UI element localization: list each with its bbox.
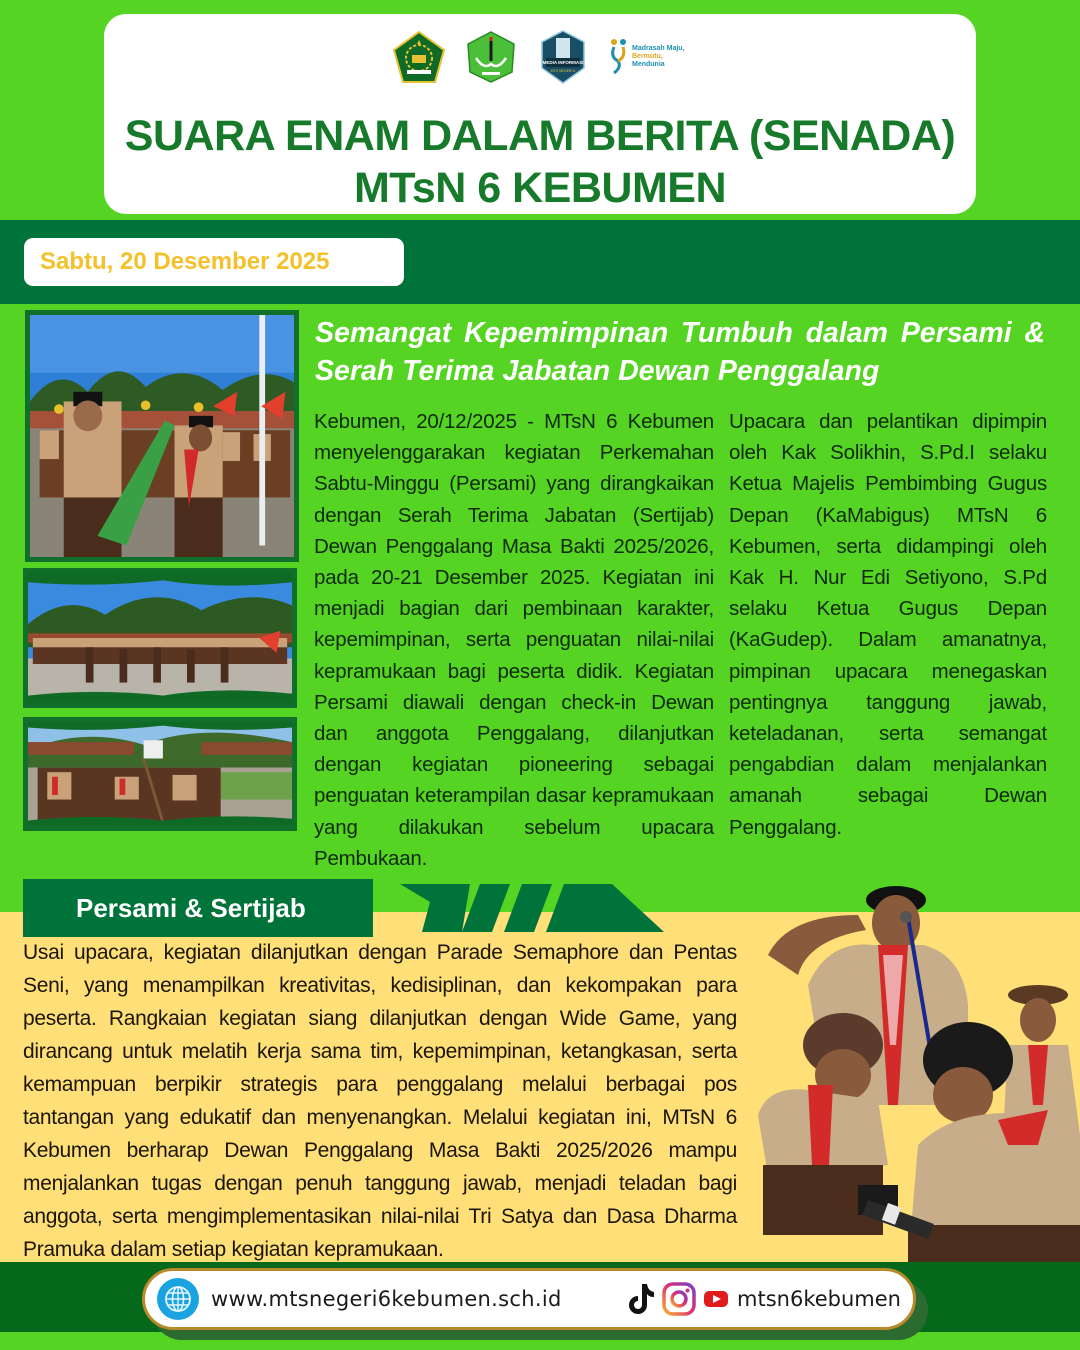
scout-salute-image — [748, 845, 1080, 1265]
photo-parade — [23, 568, 297, 708]
pioneering-image — [28, 722, 292, 826]
publication-title: SUARA ENAM DALAM BERITA (SENADA) — [124, 112, 956, 160]
tiktok-icon[interactable] — [625, 1282, 655, 1316]
kemenag-emblem-icon — [392, 30, 446, 84]
photo-pioneering — [23, 717, 297, 831]
section-tab: Persami & Sertijab — [23, 879, 373, 937]
social-handle[interactable]: mtsn6kebumen — [737, 1287, 901, 1311]
footer-contact-bar — [142, 1268, 916, 1330]
article-column-2: Upacara dan pelantikan dipimpin oleh Kak Solikhin, S.Pd.I selaku Ketua Majelis Pembimbing Gugus Depan (KaMabigus) MTsN 6 Kebumen, serta didampingi oleh Kak H. Nur Edi Setiyono, S.Pd selaku Ketua Gugus Depan (KaGudep). Dalam amanatnya, pimpinan upacara menegaskan pentingnya tanggung jawab, keteladanan, serta semangat pengabdian dalam menjalankan amanah sebagai Dewan Penggalang. — [729, 410, 1047, 839]
motto-text: Madrasah Maju, Bermutu, Mendunia — [632, 45, 685, 68]
flag-handover-image — [30, 315, 294, 557]
website-link[interactable]: www.mtsnegeri6kebumen.sch.id — [211, 1287, 562, 1311]
media-informasi-badge — [536, 30, 590, 84]
madrasah-maju-logo — [608, 37, 688, 77]
youtube-icon[interactable] — [703, 1289, 729, 1309]
svg-text:MEDIA INFORMASI: MEDIA INFORMASI — [542, 60, 584, 65]
madrasah-emblem-icon — [464, 30, 518, 84]
decorative-stripes-icon — [400, 882, 670, 934]
svg-text:MTS NEGERI 6: MTS NEGERI 6 — [550, 69, 576, 73]
date-band — [0, 220, 1080, 304]
article-headline: Semangat Kepemimpinan Tumbuh dalam Persami & Serah Terima Jabatan Dewan Penggalang — [315, 317, 1045, 387]
photo-flag-handover — [25, 310, 299, 562]
school-name: MTsN 6 KEBUMEN — [353, 164, 727, 212]
social-links — [625, 1281, 901, 1317]
media-badge-icon — [536, 30, 590, 84]
instagram-icon[interactable] — [661, 1281, 697, 1317]
kemenag-logo — [392, 30, 446, 84]
parade-image — [28, 573, 292, 703]
section-body-text: Usai upacara, kegiatan dilanjutkan dengan Parade Semaphore dan Pentas Seni, yang menampilkan kreativitas, kedisiplinan, dan kekompakan para peserta. Rangkaian kegiatan siang dilanjutkan dengan Wide Game, yang dirancang untuk melatih kerja sama tim, kepemimpinan, ketangkasan, serta kemampuan berpikir strategis para penggalang melalui berbagai pos tantangan yang edukatif dan menyenangkan. Melalui kegiatan ini, MTsN 6 Kebumen berharap Dewan Penggalang Masa Bakti 2025/2026 mampu menjalankan tugas dengan penuh tanggung jawab, menjadi teladan bagi anggota, serta mengimplementasikan nilai-nilai Tri Satya dan Dasa Dharma Pramuka dalam setiap kegiatan kepramukaan. — [23, 941, 737, 1261]
date-label: Sabtu, 20 Desember 2025 — [24, 238, 404, 286]
logo-row — [104, 30, 976, 84]
globe-icon — [157, 1278, 199, 1320]
scout-salute-photo — [748, 845, 1080, 1265]
article-column-1: Kebumen, 20/12/2025 - MTsN 6 Kebumen menyelenggarakan kegiatan Perkemahan Sabtu-Minggu (Persami) yang dirangkaikan dengan Serah Terima Jabatan (Sertijab) Dewan Penggalang Masa Bakti 2025/2026, pada 20-21 Desember 2025. Kegiatan ini menjadi bagian dari pembinaan karakter, kepemimpinan, serta penguatan nilai-nilai kepramukaan bagi peserta didik. Kegiatan Persami diawali dengan check-in Dewan dan anggota Penggalang, dilanjutkan dengan kegiatan pioneering sebagai penguatan keterampilan dasar kepramukaan yang dilakukan sebelum upacara Pembukaan. — [314, 410, 714, 870]
madrasah-logo — [464, 30, 518, 84]
runner-figure-icon — [608, 37, 630, 77]
header-card — [104, 14, 976, 214]
